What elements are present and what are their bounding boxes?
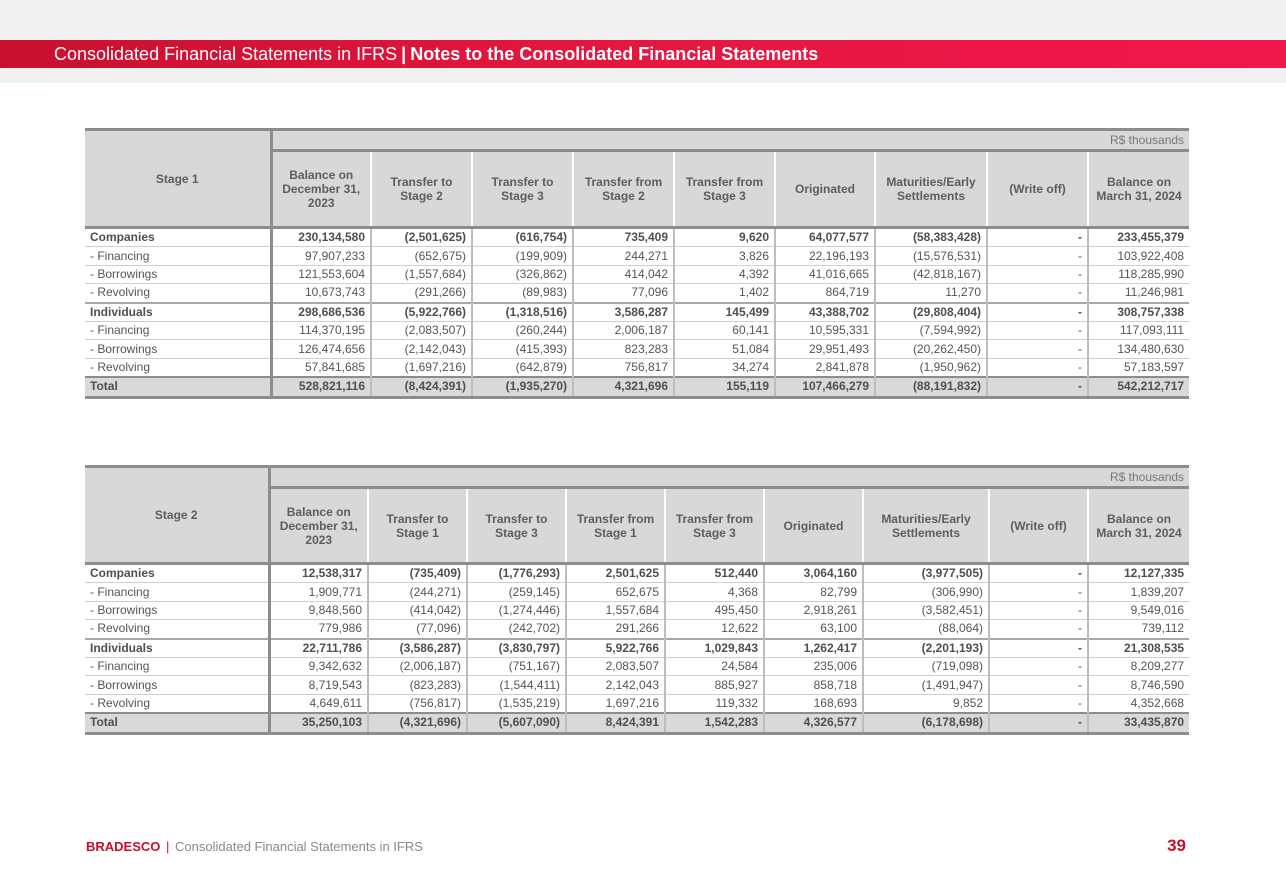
units-label: R$ thousands (269, 467, 1189, 488)
table-cell: (306,990) (863, 583, 989, 601)
row-label: - Borrowings (85, 676, 269, 694)
table-row (85, 676, 1189, 694)
table-cell: (652,675) (371, 247, 472, 265)
column-header: Transfer from Stage 3 (665, 488, 764, 564)
table-cell: (823,283) (368, 676, 467, 694)
table-cell: (719,098) (863, 657, 989, 675)
column-header: Maturities/Early Settlements (863, 488, 989, 564)
table-cell: 117,093,111 (1088, 321, 1189, 339)
table-cell: 291,266 (566, 620, 665, 639)
table-cell: 12,538,317 (269, 564, 368, 583)
table-cell: 22,711,786 (269, 639, 368, 658)
table-cell: (3,582,451) (863, 601, 989, 619)
table-cell: (642,879) (472, 358, 573, 377)
page-number: 39 (1167, 836, 1186, 855)
table-cell: (88,064) (863, 620, 989, 639)
table-cell: (1,274,446) (467, 601, 566, 619)
table-row (85, 713, 1189, 733)
table-cell: 2,083,507 (566, 657, 665, 675)
table-row (85, 321, 1189, 339)
table-row (85, 564, 1189, 583)
table-cell: 64,077,577 (775, 228, 875, 247)
table-cell: (20,262,450) (875, 340, 987, 358)
table-cell: 652,675 (566, 583, 665, 601)
table-cell: 24,584 (665, 657, 764, 675)
table-cell: 823,283 (573, 340, 674, 358)
table-row (85, 340, 1189, 358)
table-cell: 4,326,577 (764, 713, 863, 733)
table-row (85, 639, 1189, 658)
table-cell: 9,852 (863, 694, 989, 713)
table-cell: 864,719 (775, 284, 875, 303)
table-cell: 77,096 (573, 284, 674, 303)
table-cell: 1,262,417 (764, 639, 863, 658)
footer-separator: | (166, 839, 170, 854)
table-cell: (2,501,625) (371, 228, 472, 247)
table-cell: 11,270 (875, 284, 987, 303)
row-label: Companies (85, 228, 271, 247)
table-cell: - (987, 377, 1088, 397)
column-header: Transfer to Stage 3 (467, 488, 566, 564)
table-cell: 1,029,843 (665, 639, 764, 658)
table-cell: 168,693 (764, 694, 863, 713)
table-cell: - (987, 340, 1088, 358)
table-cell: (1,557,684) (371, 265, 472, 283)
table-cell: (735,409) (368, 564, 467, 583)
row-label: Total (85, 377, 271, 397)
table-cell: (1,950,962) (875, 358, 987, 377)
table-cell: 779,986 (269, 620, 368, 639)
row-label: Individuals (85, 303, 271, 322)
table-cell: (7,594,992) (875, 321, 987, 339)
table-cell: 512,440 (665, 564, 764, 583)
row-label: - Borrowings (85, 340, 271, 358)
table-cell: 739,112 (1088, 620, 1189, 639)
column-header: Transfer from Stage 3 (674, 151, 775, 228)
table-cell: 9,848,560 (269, 601, 368, 619)
table-cell: 3,826 (674, 247, 775, 265)
table-cell: (751,167) (467, 657, 566, 675)
table-row (85, 694, 1189, 713)
table-cell: (88,191,832) (875, 377, 987, 397)
table-cell: 29,951,493 (775, 340, 875, 358)
table-cell: (2,201,193) (863, 639, 989, 658)
table-cell: 2,142,043 (566, 676, 665, 694)
table-cell: 756,817 (573, 358, 674, 377)
table-cell: 155,119 (674, 377, 775, 397)
table-cell: (3,977,505) (863, 564, 989, 583)
column-header: Transfer to Stage 1 (368, 488, 467, 564)
table-cell: (616,754) (472, 228, 573, 247)
column-header: Originated (775, 151, 875, 228)
table-cell: - (989, 657, 1088, 675)
table-cell: 885,927 (665, 676, 764, 694)
table-cell: (326,862) (472, 265, 573, 283)
table-cell: 4,649,611 (269, 694, 368, 713)
table-cell: 121,553,604 (271, 265, 371, 283)
column-header: Transfer from Stage 2 (573, 151, 674, 228)
table-cell: 2,501,625 (566, 564, 665, 583)
table-cell: 57,841,685 (271, 358, 371, 377)
table-cell: 1,697,216 (566, 694, 665, 713)
header-separator: | (401, 44, 407, 64)
table-cell: 4,392 (674, 265, 775, 283)
header-title-left: Consolidated Financial Statements in IFRS (54, 44, 398, 64)
table-row (85, 583, 1189, 601)
table-cell: (4,321,696) (368, 713, 467, 733)
table-cell: 2,841,878 (775, 358, 875, 377)
table-cell: - (987, 284, 1088, 303)
column-header: Balance on March 31, 2024 (1088, 151, 1189, 228)
row-label: - Revolving (85, 358, 271, 377)
table-cell: (3,586,287) (368, 639, 467, 658)
table-cell: 8,719,543 (269, 676, 368, 694)
row-label: - Revolving (85, 694, 269, 713)
table-cell: 9,620 (674, 228, 775, 247)
stage-label: Stage 2 (85, 467, 269, 564)
table-cell: (15,576,531) (875, 247, 987, 265)
row-label: - Revolving (85, 620, 269, 639)
table-cell: - (989, 639, 1088, 658)
table-cell: (1,535,219) (467, 694, 566, 713)
column-header: Balance on March 31, 2024 (1088, 488, 1189, 564)
table-cell: 12,622 (665, 620, 764, 639)
table-cell: 126,474,656 (271, 340, 371, 358)
column-header: Transfer to Stage 3 (472, 151, 573, 228)
table-cell: (414,042) (368, 601, 467, 619)
footer-brand: BRADESCO (86, 839, 161, 854)
row-label: - Revolving (85, 284, 271, 303)
table-cell: 21,308,535 (1088, 639, 1189, 658)
row-label: Companies (85, 564, 269, 583)
table-cell: - (987, 265, 1088, 283)
table-cell: 11,246,981 (1088, 284, 1189, 303)
table-cell: (42,818,167) (875, 265, 987, 283)
table-cell: (199,909) (472, 247, 573, 265)
table-cell: 63,100 (764, 620, 863, 639)
table-cell: 1,402 (674, 284, 775, 303)
stage-2-table (85, 465, 1189, 735)
table-row (85, 601, 1189, 619)
table-cell: - (987, 247, 1088, 265)
table-cell: 22,196,193 (775, 247, 875, 265)
table-cell: 97,907,233 (271, 247, 371, 265)
table-cell: - (987, 228, 1088, 247)
table-cell: (5,607,090) (467, 713, 566, 733)
table-row (85, 358, 1189, 377)
table-cell: 1,542,283 (665, 713, 764, 733)
table-cell: 3,064,160 (764, 564, 863, 583)
table-cell: 8,424,391 (566, 713, 665, 733)
table-cell: 528,821,116 (271, 377, 371, 397)
table-cell: (1,935,270) (472, 377, 573, 397)
table-cell: 735,409 (573, 228, 674, 247)
table-cell: 5,922,766 (566, 639, 665, 658)
column-header: Transfer to Stage 2 (371, 151, 472, 228)
table-cell: (2,142,043) (371, 340, 472, 358)
table-cell: 119,332 (665, 694, 764, 713)
table-cell: - (987, 321, 1088, 339)
table-cell: (77,096) (368, 620, 467, 639)
table-cell: 298,686,536 (271, 303, 371, 322)
table-cell: (58,383,428) (875, 228, 987, 247)
row-label: - Borrowings (85, 265, 271, 283)
table-row (85, 284, 1189, 303)
table-cell: 8,746,590 (1088, 676, 1189, 694)
table-cell: (1,776,293) (467, 564, 566, 583)
table-cell: 230,134,580 (271, 228, 371, 247)
table-row (85, 265, 1189, 283)
table-cell: - (987, 358, 1088, 377)
row-label: - Financing (85, 583, 269, 601)
table-cell: 82,799 (764, 583, 863, 601)
table-cell: 145,499 (674, 303, 775, 322)
table-cell: 3,586,287 (573, 303, 674, 322)
table-cell: 35,250,103 (269, 713, 368, 733)
table-cell: 1,909,771 (269, 583, 368, 601)
units-label: R$ thousands (271, 130, 1189, 151)
header-banner (0, 40, 1286, 68)
table-cell: 43,388,702 (775, 303, 875, 322)
table-row (85, 228, 1189, 247)
column-header: Originated (764, 488, 863, 564)
column-header: (Write off) (987, 151, 1088, 228)
table-cell: 233,455,379 (1088, 228, 1189, 247)
column-header: (Write off) (989, 488, 1088, 564)
table-row (85, 377, 1189, 397)
table-cell: 244,271 (573, 247, 674, 265)
table-row (85, 247, 1189, 265)
table-cell: (1,697,216) (371, 358, 472, 377)
table-cell: - (989, 583, 1088, 601)
table-cell: (1,544,411) (467, 676, 566, 694)
table-cell: (6,178,698) (863, 713, 989, 733)
table-cell: 60,141 (674, 321, 775, 339)
header-title-right: Notes to the Consolidated Financial Statements (410, 44, 819, 64)
table-cell: - (989, 713, 1088, 733)
row-label: - Borrowings (85, 601, 269, 619)
table-cell: 9,342,632 (269, 657, 368, 675)
table-cell: (3,830,797) (467, 639, 566, 658)
table-cell: - (987, 303, 1088, 322)
table-cell: 10,673,743 (271, 284, 371, 303)
row-label: Individuals (85, 639, 269, 658)
table-cell: 8,209,277 (1088, 657, 1189, 675)
table-cell: 858,718 (764, 676, 863, 694)
table-cell: (2,083,507) (371, 321, 472, 339)
footer (86, 839, 423, 854)
stage-label: Stage 1 (85, 130, 271, 228)
table-cell: (5,922,766) (371, 303, 472, 322)
column-header: Maturities/Early Settlements (875, 151, 987, 228)
table-cell: (1,491,947) (863, 676, 989, 694)
table-cell: 41,016,665 (775, 265, 875, 283)
table-cell: 414,042 (573, 265, 674, 283)
row-label: - Financing (85, 321, 271, 339)
footer-text: Consolidated Financial Statements in IFRS (175, 839, 423, 854)
table-cell: 542,212,717 (1088, 377, 1189, 397)
table-cell: 235,006 (764, 657, 863, 675)
table-cell: (242,702) (467, 620, 566, 639)
table-cell: 2,006,187 (573, 321, 674, 339)
table-cell: 118,285,990 (1088, 265, 1189, 283)
stage-1-table (85, 128, 1189, 399)
table-cell: 4,368 (665, 583, 764, 601)
table-cell: 1,839,207 (1088, 583, 1189, 601)
table-cell: - (989, 620, 1088, 639)
table-cell: - (989, 676, 1088, 694)
row-label: - Financing (85, 657, 269, 675)
table-cell: 12,127,335 (1088, 564, 1189, 583)
table-cell: (244,271) (368, 583, 467, 601)
table-cell: (1,318,516) (472, 303, 573, 322)
table-cell: 134,480,630 (1088, 340, 1189, 358)
table-cell: (89,983) (472, 284, 573, 303)
table-cell: 4,352,668 (1088, 694, 1189, 713)
table-cell: (415,393) (472, 340, 573, 358)
table-row (85, 303, 1189, 322)
table-cell: (291,266) (371, 284, 472, 303)
row-label: Total (85, 713, 269, 733)
table-cell: 308,757,338 (1088, 303, 1189, 322)
table-cell: 1,557,684 (566, 601, 665, 619)
table-cell: 10,595,331 (775, 321, 875, 339)
table-cell: 57,183,597 (1088, 358, 1189, 377)
table-cell: - (989, 601, 1088, 619)
column-header: Transfer from Stage 1 (566, 488, 665, 564)
table-cell: 103,922,408 (1088, 247, 1189, 265)
table-cell: 33,435,870 (1088, 713, 1189, 733)
table-cell: (260,244) (472, 321, 573, 339)
table-row (85, 657, 1189, 675)
table-row (85, 620, 1189, 639)
table-cell: (2,006,187) (368, 657, 467, 675)
table-cell: (756,817) (368, 694, 467, 713)
table-cell: (8,424,391) (371, 377, 472, 397)
table-cell: - (989, 564, 1088, 583)
table-cell: 107,466,279 (775, 377, 875, 397)
table-cell: - (989, 694, 1088, 713)
table-cell: 495,450 (665, 601, 764, 619)
table-cell: 114,370,195 (271, 321, 371, 339)
table-cell: 51,084 (674, 340, 775, 358)
table-cell: 34,274 (674, 358, 775, 377)
table-cell: 4,321,696 (573, 377, 674, 397)
row-label: - Financing (85, 247, 271, 265)
column-header: Balance on December 31, 2023 (269, 488, 368, 564)
table-cell: 9,549,016 (1088, 601, 1189, 619)
column-header: Balance on December 31, 2023 (271, 151, 371, 228)
table-cell: 2,918,261 (764, 601, 863, 619)
table-cell: (29,808,404) (875, 303, 987, 322)
table-cell: (259,145) (467, 583, 566, 601)
